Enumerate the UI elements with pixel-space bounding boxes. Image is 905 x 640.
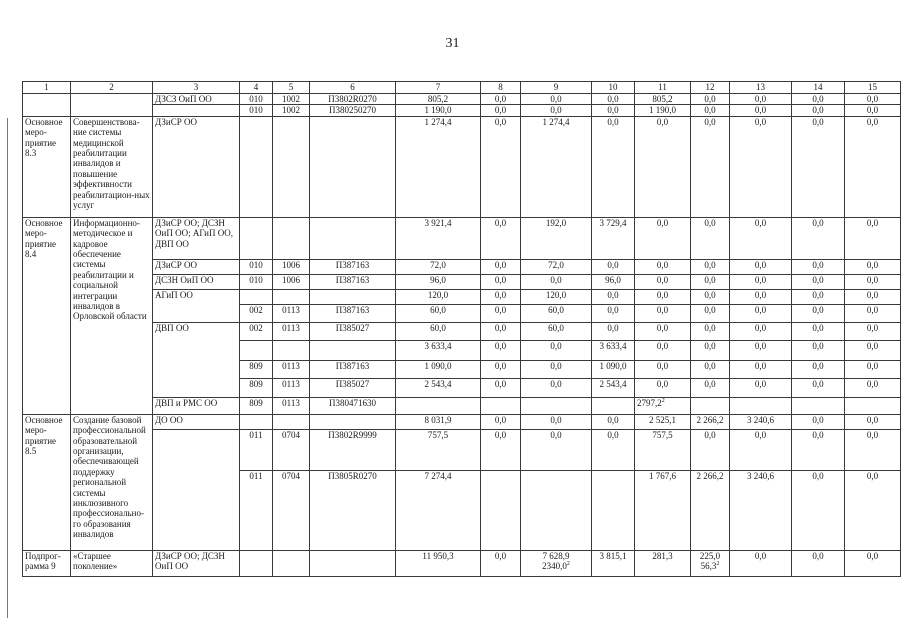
- table-cell: 0,0: [730, 340, 792, 360]
- header-cell: 1: [23, 82, 71, 94]
- table-cell: 2 266,2: [691, 470, 730, 550]
- header-cell: 5: [273, 82, 310, 94]
- executor-cell: [153, 105, 240, 116]
- scan-edge-line: [7, 118, 8, 618]
- table-cell: 805,2: [396, 94, 481, 105]
- table-cell: 60,0: [396, 322, 481, 340]
- table-cell: 0,0: [481, 429, 521, 470]
- executor-cell: ДСЗН ОиП ОО: [153, 274, 240, 289]
- measure-label: Основное меро-приятие 8.5: [23, 414, 71, 550]
- table-cell: 0,0: [845, 378, 901, 397]
- header-cell: 3: [153, 82, 240, 94]
- table-cell: 0,0: [521, 360, 592, 378]
- table-cell: 0,0: [792, 116, 845, 217]
- table-cell: [310, 217, 396, 259]
- table-row: [23, 550, 901, 576]
- table-cell: 0,0: [792, 94, 845, 105]
- table-cell: 0,0: [792, 360, 845, 378]
- table-cell: 0,0: [691, 105, 730, 116]
- table-cell: 0,0: [845, 470, 901, 550]
- table-cell: [521, 550, 592, 576]
- table-cell: 1006: [273, 274, 310, 289]
- table-cell: 0,0: [845, 414, 901, 429]
- table-cell: 0,0: [481, 116, 521, 217]
- table-cell: 0,0: [481, 550, 521, 576]
- table-cell: 72,0: [521, 259, 592, 274]
- table-cell: [273, 289, 310, 304]
- table-cell: 0,0: [592, 105, 635, 116]
- table-cell: [240, 550, 273, 576]
- table-cell: 0,0: [691, 289, 730, 304]
- executor-cell: ДЗиСР ОО; ДСЗН ОиП ОО; АГиП ОО, ДВП ОО: [153, 217, 240, 259]
- table-cell: 3 240,6: [730, 414, 792, 429]
- table-cell: 0,0: [792, 414, 845, 429]
- table-cell: П3805R0270: [310, 470, 396, 550]
- table-cell: 1002: [273, 105, 310, 116]
- table-row: [23, 94, 901, 105]
- table-cell: [691, 550, 730, 576]
- table-cell: 0,0: [691, 116, 730, 217]
- table-cell: 0,0: [730, 378, 792, 397]
- table-cell: 1 090,0: [396, 360, 481, 378]
- table-cell: 0,0: [730, 217, 792, 259]
- header-cell: 7: [396, 82, 481, 94]
- table-cell: 010: [240, 259, 273, 274]
- table-cell: 0,0: [691, 360, 730, 378]
- table-cell: 0,0: [845, 550, 901, 576]
- table-cell: [730, 397, 792, 414]
- header-cell: 15: [845, 82, 901, 94]
- executor-cell: ДВП ОО: [153, 322, 240, 397]
- table-cell: 0113: [273, 397, 310, 414]
- table-cell: 0,0: [481, 304, 521, 322]
- table-cell: 0,0: [691, 429, 730, 470]
- table-cell: П387163: [310, 259, 396, 274]
- table-cell: П387163: [310, 304, 396, 322]
- table-cell: 0,0: [730, 94, 792, 105]
- table-cell: 010: [240, 94, 273, 105]
- table-cell: 0,0: [521, 429, 592, 470]
- executor-cell: ДЗиСР ОО: [153, 116, 240, 217]
- table-cell: [240, 289, 273, 304]
- table-cell: [310, 116, 396, 217]
- header-cell: 4: [240, 82, 273, 94]
- table-cell: 0,0: [691, 259, 730, 274]
- table-cell: 0,0: [635, 304, 691, 322]
- table-cell: 0113: [273, 360, 310, 378]
- table-cell: 0,0: [691, 378, 730, 397]
- table-cell: П380250270: [310, 105, 396, 116]
- table-cell: [845, 397, 901, 414]
- table-row: [23, 289, 901, 304]
- table-cell: 0,0: [521, 274, 592, 289]
- table-cell: 0,0: [592, 322, 635, 340]
- table-cell: [592, 470, 635, 550]
- table-cell: 0,0: [845, 429, 901, 470]
- table-cell: [273, 340, 310, 360]
- header-cell: 12: [691, 82, 730, 94]
- table-cell: 0,0: [792, 378, 845, 397]
- table-cell: 11 950,3: [396, 550, 481, 576]
- table-cell: 7 274,4: [396, 470, 481, 550]
- footnote-mark: 2: [566, 561, 570, 568]
- table-cell: [310, 550, 396, 576]
- table-cell: 0,0: [730, 259, 792, 274]
- table-cell: 0,0: [481, 259, 521, 274]
- header-cell: 6: [310, 82, 396, 94]
- table-cell: 0,0: [635, 274, 691, 289]
- table-cell: 0,0: [845, 304, 901, 322]
- executor-cell: ДЗиСР ОО; ДСЗН ОиП ОО: [153, 550, 240, 576]
- measure-name: Информационно-методическое и кадровое обеспечение системы реабилитации и социальной интеграции инвалидов в Орловской области: [71, 217, 153, 414]
- table-cell: [310, 414, 396, 429]
- table-cell: П385027: [310, 322, 396, 340]
- table-cell: 757,5: [396, 429, 481, 470]
- executor-cell: ДВП и РМС ОО: [153, 397, 240, 414]
- table-cell: 0,0: [635, 340, 691, 360]
- table-cell: 0,0: [481, 289, 521, 304]
- table-cell: [240, 217, 273, 259]
- table-cell: 0,0: [635, 378, 691, 397]
- table-cell: 2 543,4: [592, 378, 635, 397]
- table-cell: [792, 397, 845, 414]
- table-cell: 0,0: [521, 105, 592, 116]
- table-cell: 0,0: [845, 105, 901, 116]
- table-cell: П387163: [310, 360, 396, 378]
- cell-value-secondary: [523, 561, 589, 571]
- table-cell: 0,0: [845, 289, 901, 304]
- table-cell: 011: [240, 470, 273, 550]
- table-cell: 2 525,1: [635, 414, 691, 429]
- table-cell: 0,0: [730, 304, 792, 322]
- header-cell: 2: [71, 82, 153, 94]
- table-cell: 010: [240, 274, 273, 289]
- table-cell: [481, 470, 521, 550]
- table-cell: 1 190,0: [396, 105, 481, 116]
- header-cell: 11: [635, 82, 691, 94]
- page-number: 31: [445, 36, 460, 51]
- table-cell: 1 274,4: [521, 116, 592, 217]
- measure-label: Основное меро-приятие 8.3: [23, 116, 71, 217]
- executor-cell: [153, 429, 240, 550]
- table-cell: 002: [240, 304, 273, 322]
- table-row: [23, 259, 901, 274]
- table-cell: 0,0: [635, 259, 691, 274]
- table-cell: 0,0: [730, 322, 792, 340]
- table-cell: 809: [240, 378, 273, 397]
- table-cell: 0,0: [691, 340, 730, 360]
- table-cell: 0,0: [845, 217, 901, 259]
- table-row: [23, 274, 901, 289]
- table-cell: [273, 217, 310, 259]
- table-cell: 0,0: [521, 414, 592, 429]
- table-cell: 96,0: [396, 274, 481, 289]
- table-cell: 3 633,4: [396, 340, 481, 360]
- table-cell: 0,0: [592, 116, 635, 217]
- table-cell: 0,0: [730, 550, 792, 576]
- table-cell: 0,0: [691, 322, 730, 340]
- table-cell: 0,0: [792, 274, 845, 289]
- table-cell: 60,0: [396, 304, 481, 322]
- table-cell: 8 031,9: [396, 414, 481, 429]
- table-cell: П380471630: [310, 397, 396, 414]
- table-cell: 002: [240, 322, 273, 340]
- table-cell: 0,0: [730, 274, 792, 289]
- table-cell: 2 266,2: [691, 414, 730, 429]
- table-cell: 0,0: [730, 429, 792, 470]
- cell-value: 2340,0: [542, 561, 567, 572]
- table-cell: 281,3: [635, 550, 691, 576]
- table-cell: 60,0: [521, 304, 592, 322]
- table-cell: 0,0: [792, 304, 845, 322]
- table-cell: 0,0: [730, 116, 792, 217]
- table-cell: П3802R0270: [310, 94, 396, 105]
- table-cell: [273, 414, 310, 429]
- executor-cell: ДЗиСР ОО: [153, 259, 240, 274]
- measure-label: Основное меро-приятие 8.4: [23, 217, 71, 414]
- table-cell: 3 240,6: [730, 470, 792, 550]
- table-cell: [273, 116, 310, 217]
- table-cell: 0113: [273, 322, 310, 340]
- table-cell: 0,0: [481, 340, 521, 360]
- table-row: [23, 414, 901, 429]
- table-cell: 0,0: [792, 259, 845, 274]
- table-cell: 0,0: [845, 259, 901, 274]
- measure-name: «Старшее поколение»: [71, 550, 153, 576]
- table-cell: 0,0: [792, 105, 845, 116]
- table-cell: 809: [240, 360, 273, 378]
- budget-table: [22, 81, 901, 577]
- header-cell: 8: [481, 82, 521, 94]
- table-cell: 0,0: [481, 274, 521, 289]
- table-cell: 0,0: [691, 94, 730, 105]
- table-cell: [691, 397, 730, 414]
- table-cell: 0,0: [730, 289, 792, 304]
- table-cell: [310, 289, 396, 304]
- executor-cell: ДО ОО: [153, 414, 240, 429]
- table-cell: 3 815,1: [592, 550, 635, 576]
- table-cell: 72,0: [396, 259, 481, 274]
- table-cell: 0,0: [845, 274, 901, 289]
- footnote-mark: 2: [716, 561, 720, 568]
- table-cell: [592, 397, 635, 414]
- table-cell: [71, 94, 153, 117]
- table-cell: [23, 94, 71, 117]
- table-cell: 192,0: [521, 217, 592, 259]
- header-cell: 9: [521, 82, 592, 94]
- table-cell: [481, 397, 521, 414]
- table-cell: 0,0: [521, 94, 592, 105]
- table-cell: [521, 397, 592, 414]
- table-cell: 809: [240, 397, 273, 414]
- table-cell: 0,0: [845, 322, 901, 340]
- cell-value-secondary: [693, 561, 727, 571]
- cell-value: 225,0: [699, 550, 721, 561]
- cell-value: 2797,2: [637, 397, 662, 408]
- table-cell: 0,0: [691, 304, 730, 322]
- table-cell: 0113: [273, 378, 310, 397]
- table-cell: 0,0: [592, 429, 635, 470]
- table-cell: 0,0: [521, 378, 592, 397]
- table-cell: [521, 470, 592, 550]
- table-cell: 010: [240, 105, 273, 116]
- table-cell: 0,0: [481, 378, 521, 397]
- table-cell: П3802R9999: [310, 429, 396, 470]
- table-cell: [240, 340, 273, 360]
- table-cell: 0,0: [635, 360, 691, 378]
- table-cell: 1 090,0: [592, 360, 635, 378]
- table-cell: 0,0: [730, 105, 792, 116]
- footnote-mark: 2: [661, 397, 665, 404]
- table-cell: 0,0: [792, 289, 845, 304]
- table-cell: [310, 340, 396, 360]
- executor-cell: АГиП ОО: [153, 289, 240, 322]
- cell-value: 56,3: [700, 561, 717, 572]
- table-cell: 0704: [273, 470, 310, 550]
- header-cell: 14: [792, 82, 845, 94]
- measure-label: Подпрог-рамма 9: [23, 550, 71, 576]
- table-cell: 0,0: [635, 322, 691, 340]
- table-cell: 0704: [273, 429, 310, 470]
- cell-value: 7 628,9: [542, 550, 570, 561]
- table-cell: 0,0: [481, 360, 521, 378]
- table-cell: [240, 116, 273, 217]
- table-cell: [396, 397, 481, 414]
- table-cell: 0,0: [592, 259, 635, 274]
- table-cell: 1 190,0: [635, 105, 691, 116]
- table-row: [23, 116, 901, 217]
- table-cell: 120,0: [396, 289, 481, 304]
- table-cell: 96,0: [592, 274, 635, 289]
- table-cell: 0,0: [481, 414, 521, 429]
- table-cell: 0,0: [481, 105, 521, 116]
- table-cell: 0,0: [691, 217, 730, 259]
- table-cell: 0,0: [792, 550, 845, 576]
- table-cell: П385027: [310, 378, 396, 397]
- table-row: [23, 217, 901, 259]
- table-row: [23, 322, 901, 340]
- table-cell: 0,0: [481, 322, 521, 340]
- executor-cell: ДЗСЗ ОиП ОО: [153, 94, 240, 105]
- table-cell: 1002: [273, 94, 310, 105]
- table-cell: 0,0: [845, 94, 901, 105]
- table-cell: 0,0: [521, 340, 592, 360]
- header-cell: 10: [592, 82, 635, 94]
- table-cell: 1006: [273, 259, 310, 274]
- table-cell: 2 543,4: [396, 378, 481, 397]
- table-cell: 1 767,6: [635, 470, 691, 550]
- table-cell: 0,0: [635, 217, 691, 259]
- table-cell: 60,0: [521, 322, 592, 340]
- table-cell: 3 921,4: [396, 217, 481, 259]
- measure-name: Совершенствова-ние системы медицинской реабилитации инвалидов и повышение эффективности реабилитацион-ных услуг: [71, 116, 153, 217]
- table-cell: 805,2: [635, 94, 691, 105]
- table-cell: 011: [240, 429, 273, 470]
- measure-name: Создание базовой профессиональной образовательной организации, обеспечивающей поддержку региональной системы инклюзивного профессионально-го образования инвалидов: [71, 414, 153, 550]
- table-cell: 0,0: [792, 470, 845, 550]
- table-cell: 0,0: [592, 94, 635, 105]
- table-cell: 0,0: [792, 429, 845, 470]
- table-cell: 0,0: [635, 289, 691, 304]
- table-cell: [273, 550, 310, 576]
- table-cell: 0,0: [730, 360, 792, 378]
- table-row: [23, 429, 901, 470]
- table-cell: 120,0: [521, 289, 592, 304]
- table-cell: [635, 397, 691, 414]
- table-cell: 0,0: [481, 217, 521, 259]
- table-cell: 0,0: [792, 217, 845, 259]
- table-cell: 0,0: [845, 360, 901, 378]
- table-cell: П387163: [310, 274, 396, 289]
- table-cell: 0,0: [845, 116, 901, 217]
- table-row: [23, 105, 901, 116]
- table-cell: 0,0: [592, 289, 635, 304]
- table-cell: 3 729,4: [592, 217, 635, 259]
- table-cell: 3 633,4: [592, 340, 635, 360]
- table-cell: 0,0: [635, 116, 691, 217]
- table-row: [23, 397, 901, 414]
- table-cell: 0,0: [792, 322, 845, 340]
- table-cell: 757,5: [635, 429, 691, 470]
- table-cell: 0113: [273, 304, 310, 322]
- header-cell: 13: [730, 82, 792, 94]
- table-cell: [240, 414, 273, 429]
- table-cell: 0,0: [691, 274, 730, 289]
- table-cell: 0,0: [792, 340, 845, 360]
- table-cell: 0,0: [845, 340, 901, 360]
- table-cell: 1 274,4: [396, 116, 481, 217]
- table-cell: 0,0: [592, 414, 635, 429]
- table-cell: 0,0: [592, 304, 635, 322]
- header-row: [23, 82, 901, 94]
- table-cell: 0,0: [481, 94, 521, 105]
